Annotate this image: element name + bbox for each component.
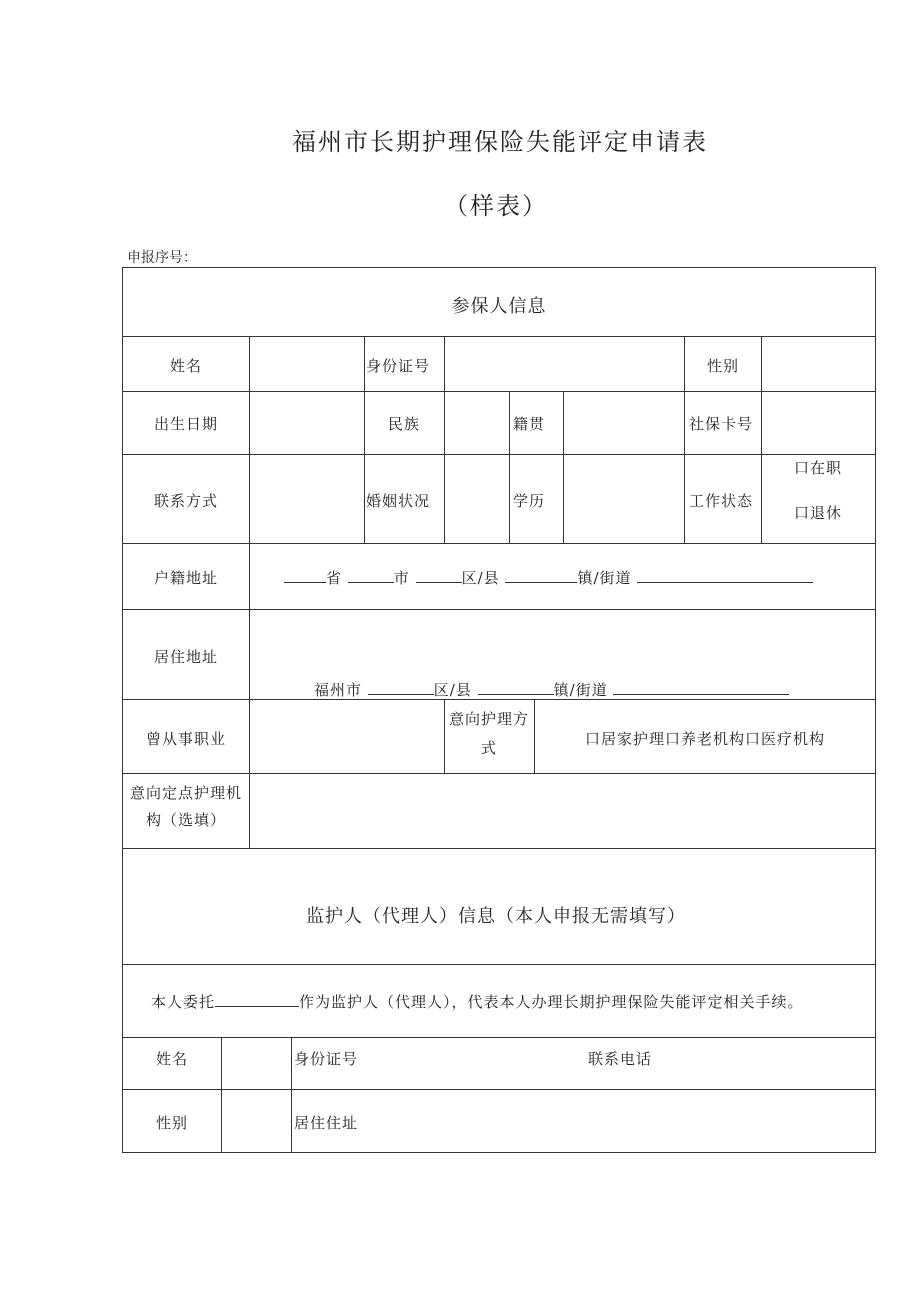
entrust-prefix: 本人委托: [151, 993, 216, 1011]
work-option-employed[interactable]: 口在职: [794, 459, 843, 477]
marital-status-field[interactable]: [445, 455, 509, 543]
native-place-field[interactable]: [564, 392, 684, 454]
guardian-name-label: 姓名: [155, 1050, 189, 1068]
city-label: 市: [393, 569, 410, 587]
social-card-label: 社保卡号: [689, 415, 754, 433]
insured-section-title: 参保人信息: [451, 296, 547, 317]
guardian-name-field[interactable]: [222, 1038, 291, 1089]
id-number-field[interactable]: [445, 337, 684, 391]
town-label: 镇/街道: [577, 569, 632, 587]
guardian-gender-label: 性别: [155, 1114, 189, 1132]
native-place-label: 籍贯: [513, 415, 546, 433]
district-label: 区/县: [461, 569, 500, 587]
institution-label-line2: 构（选填）: [145, 811, 227, 829]
birth-date-label: 出生日期: [153, 415, 219, 433]
residence-district-label: 区/县: [433, 681, 472, 699]
education-field[interactable]: [564, 455, 684, 543]
ethnicity-label: 民族: [387, 415, 421, 433]
birth-date-field[interactable]: [250, 392, 364, 454]
residence-city-label: 福州市: [314, 681, 363, 699]
serial-number-label: 申报序号：: [127, 250, 197, 266]
institution-field[interactable]: [250, 774, 875, 848]
education-label: 学历: [513, 492, 546, 510]
entrust-blank[interactable]: [215, 992, 299, 1007]
gender-label: 性别: [706, 357, 740, 375]
household-address-line[interactable]: [284, 567, 813, 588]
province-label: 省: [326, 569, 343, 587]
gender-field[interactable]: [762, 337, 875, 391]
name-label: 姓名: [169, 357, 203, 375]
occupation-label: 曾从事职业: [145, 730, 227, 748]
work-option-retired[interactable]: 口退休: [794, 504, 843, 522]
guardian-id-label: 身份证号: [294, 1050, 359, 1068]
contact-label: 联系方式: [153, 492, 219, 510]
name-field[interactable]: [250, 337, 364, 391]
work-status-label: 工作状态: [689, 492, 754, 510]
form-subtitle: （样表）: [444, 192, 548, 220]
institution-label-line1: 意向定点护理机: [129, 784, 243, 802]
care-mode-label-line2: 式: [480, 739, 498, 757]
contact-field[interactable]: [250, 455, 364, 543]
social-card-field[interactable]: [762, 392, 875, 454]
form-title: 福州市长期护理保险失能评定申请表: [292, 128, 708, 156]
guardian-phone-label: 联系电话: [588, 1050, 653, 1068]
ethnicity-field[interactable]: [445, 392, 509, 454]
guardian-gender-field[interactable]: [222, 1090, 291, 1152]
entrust-suffix: 作为监护人（代理人），代表本人办理长期护理保险失能评定相关手续。: [299, 993, 804, 1011]
guardian-section-title: 监护人（代理人）信息（本人申报无需填写）: [306, 906, 686, 927]
residence-town-label: 镇/街道: [553, 681, 608, 699]
id-number-label: 身份证号: [366, 357, 431, 375]
care-mode-label-line1: 意向护理方: [448, 710, 530, 728]
marital-status-label: 婚姻状况: [366, 492, 431, 510]
care-mode-options[interactable]: 口居家护理口养老机构口医疗机构: [584, 730, 826, 748]
household-address-label: 户籍地址: [153, 569, 219, 587]
residence-address-line[interactable]: [314, 679, 789, 700]
occupation-field[interactable]: [250, 700, 444, 773]
guardian-address-label: 居住住址: [294, 1114, 359, 1132]
entrust-statement: [151, 991, 804, 1012]
residence-address-label: 居住地址: [153, 648, 219, 666]
